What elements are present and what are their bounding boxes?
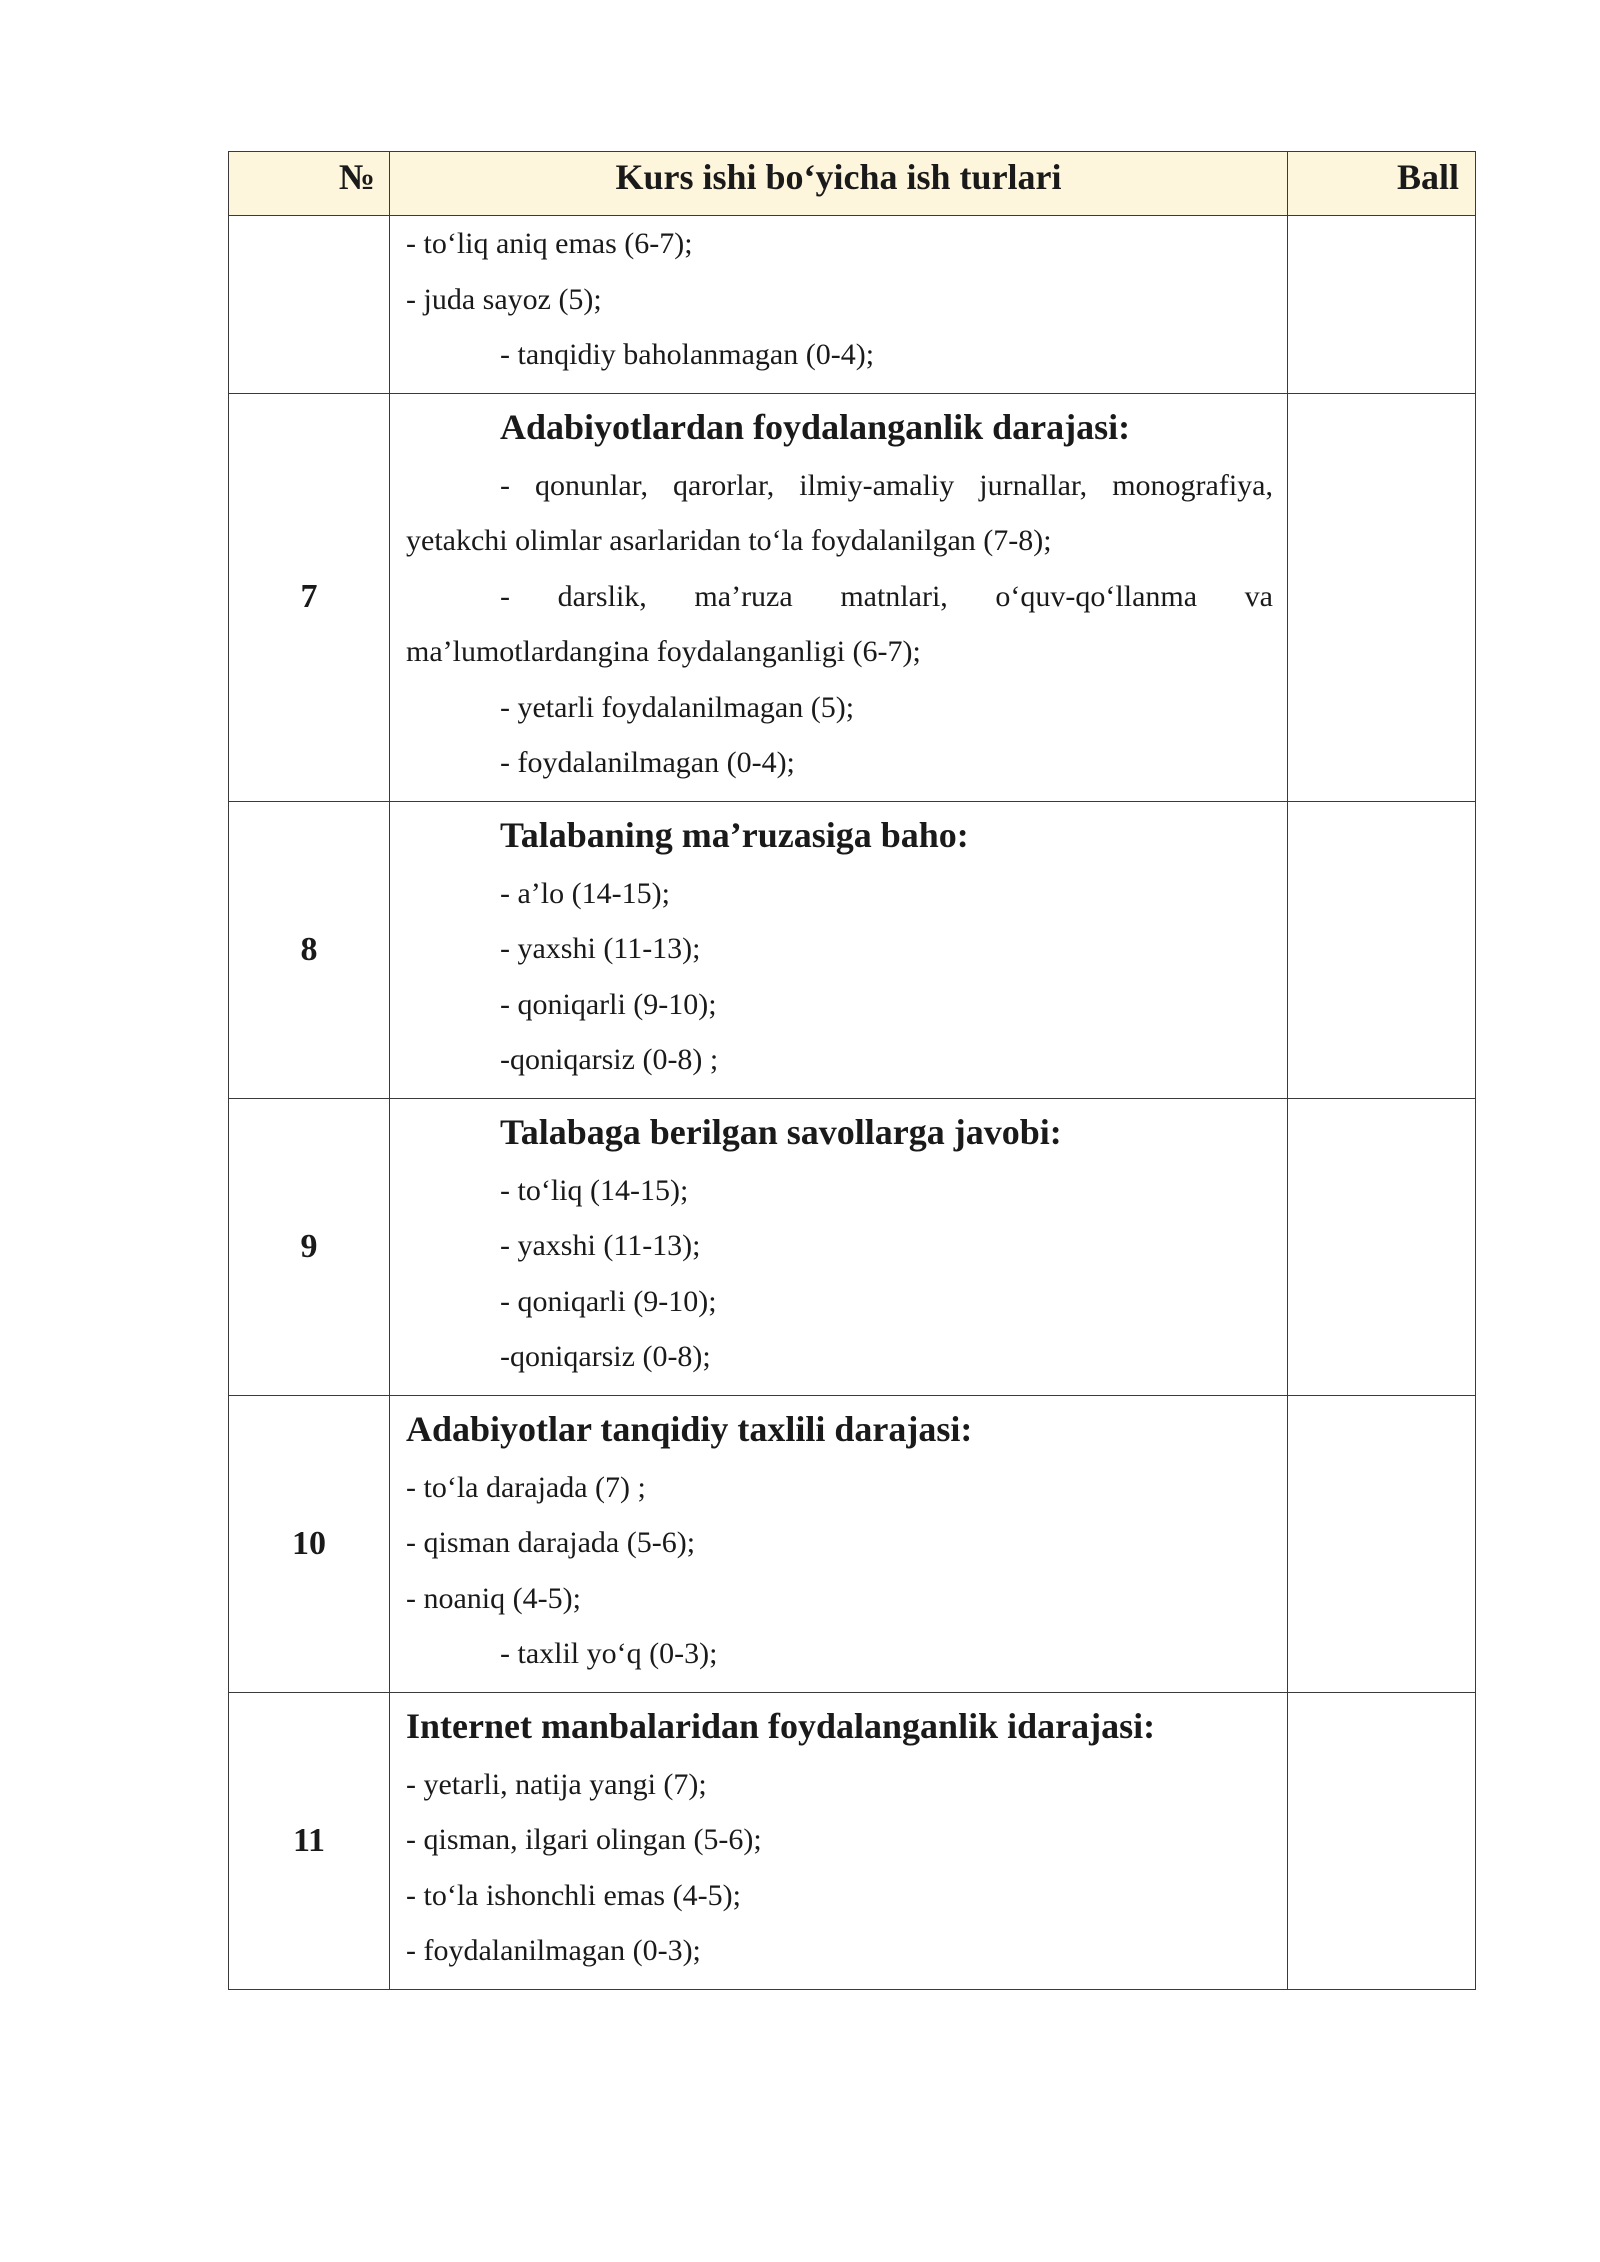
- table-row: [229, 1395, 1476, 1692]
- criteria-cell: [390, 393, 1288, 801]
- criteria-line: - taxlil yo‘q (0-3);: [500, 1637, 718, 1670]
- row-number: [229, 216, 390, 394]
- row-number: 9: [229, 1098, 390, 1395]
- criteria-line: - to‘la ishonchli emas (4-5);: [406, 1878, 741, 1912]
- criteria-line: - yaxshi (11-13);: [500, 932, 701, 965]
- criteria-line: - yaxshi (11-13);: [500, 1229, 701, 1262]
- ball-cell: [1288, 1692, 1476, 1989]
- ball-cell: [1288, 393, 1476, 801]
- criteria-line: - qoniqarli (9-10);: [500, 1284, 717, 1318]
- criteria-line: - juda sayoz (5);: [406, 282, 602, 316]
- criteria-line: - tanqidiy baholanmagan (0-4);: [500, 338, 875, 371]
- criteria-heading: Adabiyotlardan foydalanganlik darajasi:: [500, 406, 1131, 447]
- criteria-line: - darslik, ma’ruza matnlari, o‘quv-qo‘llanma va: [500, 579, 1273, 613]
- criteria-heading: Talabaning ma’ruzasiga baho:: [500, 814, 969, 855]
- criteria-heading: Talabaga berilgan savollarga javobi:: [500, 1111, 1062, 1152]
- header-number: №: [229, 152, 390, 216]
- table-row: [229, 801, 1476, 1098]
- ball-cell: [1288, 216, 1476, 394]
- grading-table: [228, 151, 1476, 1990]
- row-number: 10: [229, 1395, 390, 1692]
- table-row: [229, 1692, 1476, 1989]
- criteria-line: yetakchi olimlar asarlaridan to‘la foydalanilgan (7-8);: [406, 524, 1052, 557]
- criteria-cell: [390, 1395, 1288, 1692]
- criteria-line: -qoniqarsiz (0-8) ;: [500, 1043, 719, 1076]
- criteria-line: - to‘la darajada (7) ;: [406, 1470, 646, 1504]
- row-number: 11: [229, 1692, 390, 1989]
- row-number: 8: [229, 801, 390, 1098]
- ball-cell: [1288, 1395, 1476, 1692]
- row-number: 7: [229, 393, 390, 801]
- criteria-heading: Adabiyotlar tanqidiy taxlili darajasi:: [406, 1408, 973, 1449]
- criteria-line: - yetarli, natija yangi (7);: [406, 1767, 707, 1801]
- criteria-cell: [390, 801, 1288, 1098]
- criteria-line: - to‘liq (14-15);: [500, 1173, 689, 1207]
- table-row: [229, 216, 1476, 394]
- header-ball: Ball: [1288, 152, 1476, 216]
- table-row: [229, 1098, 1476, 1395]
- criteria-line: - foydalanilmagan (0-4);: [500, 746, 795, 779]
- criteria-cell: [390, 1692, 1288, 1989]
- criteria-line: - foydalanilmagan (0-3);: [406, 1934, 701, 1967]
- criteria-line: - qoniqarli (9-10);: [500, 987, 717, 1021]
- criteria-cell: [390, 1098, 1288, 1395]
- criteria-line: - noaniq (4-5);: [406, 1581, 581, 1615]
- criteria-line: - a’lo (14-15);: [500, 876, 670, 910]
- criteria-line: - qisman, ilgari olingan (5-6);: [406, 1823, 762, 1856]
- criteria-cell: [390, 216, 1288, 394]
- table-row: [229, 393, 1476, 801]
- table-header-row: [229, 152, 1476, 216]
- criteria-line: ma’lumotlardangina foydalanganligi (6-7);: [406, 635, 921, 668]
- criteria-heading: Internet manbalaridan foydalanganlik idarajasi:: [406, 1705, 1156, 1746]
- criteria-line: - to‘liq aniq emas (6-7);: [406, 227, 693, 260]
- criteria-line: -qoniqarsiz (0-8);: [500, 1340, 711, 1373]
- ball-cell: [1288, 1098, 1476, 1395]
- criteria-line: - yetarli foydalanilmagan (5);: [500, 690, 855, 724]
- ball-cell: [1288, 801, 1476, 1098]
- criteria-line: - qonunlar, qarorlar, ilmiy-amaliy jurnallar, monografiya,: [500, 468, 1273, 502]
- header-work-types: Kurs ishi bo‘yicha ish turlari: [390, 152, 1288, 216]
- criteria-line: - qisman darajada (5-6);: [406, 1526, 696, 1559]
